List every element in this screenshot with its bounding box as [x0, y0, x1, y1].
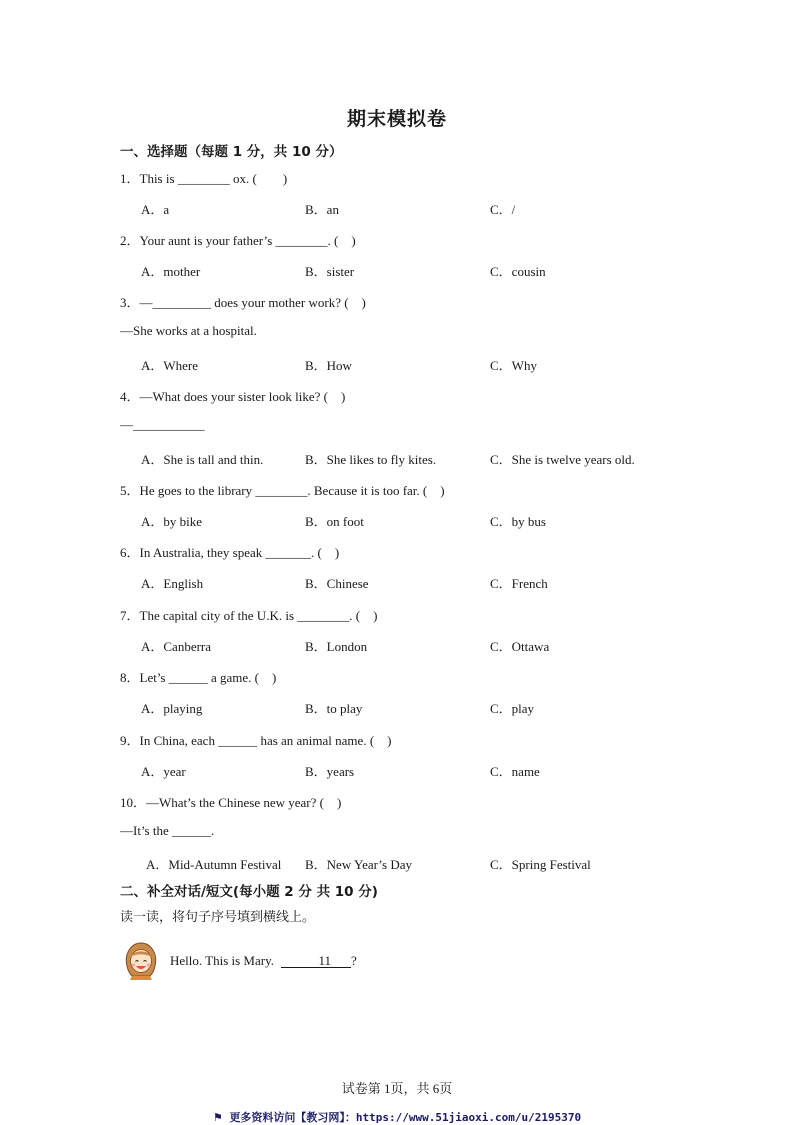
question-7-option-a: A．Canberra: [141, 639, 212, 654]
question-8-option-c: C．play: [490, 701, 535, 716]
question-3-option-a: A．Where: [141, 358, 199, 373]
question-4-option-a: A．She is tall and thin.: [141, 452, 264, 467]
question-7-option-b: B．London: [305, 639, 368, 654]
question-1-option-a: A．a: [141, 202, 170, 217]
page-footer: 试卷第 1页，共 6页: [341, 1081, 453, 1096]
question-10-option-b: B．New Year’s Day: [305, 857, 413, 872]
question-9-option-c: C．name: [490, 764, 540, 779]
question-8-stem: 8．Let’s ______ a game. ( ): [120, 670, 277, 685]
section-2-heading: 二、补全对话/短文(每小题 2 分 共 10 分): [120, 884, 378, 900]
question-8-option-a: A．playing: [141, 701, 203, 716]
section-1-heading: 一、选择题（每题 1 分，共 10 分）: [120, 144, 343, 160]
question-10-option-c: C．Spring Festival: [490, 857, 591, 872]
question-3-option-c: C．Why: [490, 358, 537, 373]
question-6-option-b: B．Chinese: [305, 576, 369, 591]
question-9-option-a: A．year: [141, 764, 186, 779]
question-6-stem: 6．In Australia, they speak _______. ( ): [120, 545, 340, 560]
question-9-stem: 9．In China, each ______ has an animal name. ( ): [120, 733, 392, 748]
question-5-option-c: C．by bus: [490, 514, 546, 529]
girl-avatar-icon: [121, 940, 161, 980]
question-3-option-b: B．How: [305, 358, 352, 373]
promo-text[interactable]: 更多资料访问【教习网】：https://www.51jiaoxi.com/u/2195370: [229, 1111, 582, 1124]
question-6-option-a: A．English: [141, 576, 204, 591]
question-4-option-b: B．She likes to fly kites.: [305, 452, 437, 467]
question-1-stem: 1．This is ________ ox. ( ): [120, 171, 288, 186]
question-10-option-a: A．Mid-Autumn Festival: [146, 857, 282, 872]
question-7-stem: 7．The capital city of the U.K. is ________. ( ): [120, 608, 378, 623]
question-2-stem: 2．Your aunt is your father’s ________. ( ): [120, 233, 356, 248]
answer-blank-11: 11: [281, 954, 352, 968]
question-2-option-a: A．mother: [141, 264, 201, 279]
question-5-stem: 5．He goes to the library ________. Because it is too far. ( ): [120, 483, 445, 498]
question-3-stem: 3．—_________ does your mother work? ( ): [120, 295, 366, 310]
page-title: 期末模拟卷: [346, 108, 447, 130]
question-1-option-c: C．/: [490, 202, 516, 217]
dialogue-end: ?: [351, 953, 357, 968]
question-7-option-c: C．Ottawa: [490, 639, 550, 654]
question-5-option-a: A．by bike: [141, 514, 203, 529]
question-4-stem: 4．—What does your sister look like? ( ): [120, 389, 346, 404]
question-10-response: —It’s the ______.: [120, 823, 215, 838]
question-1-option-b: B．an: [305, 202, 339, 217]
question-4-response: —___________: [120, 417, 205, 432]
section-2-instruction: 读一读，将句子序号填到横线上。: [120, 910, 316, 925]
dialogue-text: Hello. This is Mary.: [170, 953, 274, 968]
dialogue-line: [170, 953, 357, 969]
flag-icon: ⚑: [212, 1111, 223, 1124]
question-10-stem: 10．—What’s the Chinese new year? ( ): [120, 795, 342, 810]
question-6-option-c: C．French: [490, 576, 548, 591]
question-4-option-c: C．She is twelve years old.: [490, 452, 635, 467]
question-8-option-b: B．to play: [305, 701, 363, 716]
question-2-option-c: C．cousin: [490, 264, 546, 279]
question-3-response: —She works at a hospital.: [120, 323, 257, 338]
question-9-option-b: B．years: [305, 764, 355, 779]
question-5-option-b: B．on foot: [305, 514, 364, 529]
question-2-option-b: B．sister: [305, 264, 355, 279]
